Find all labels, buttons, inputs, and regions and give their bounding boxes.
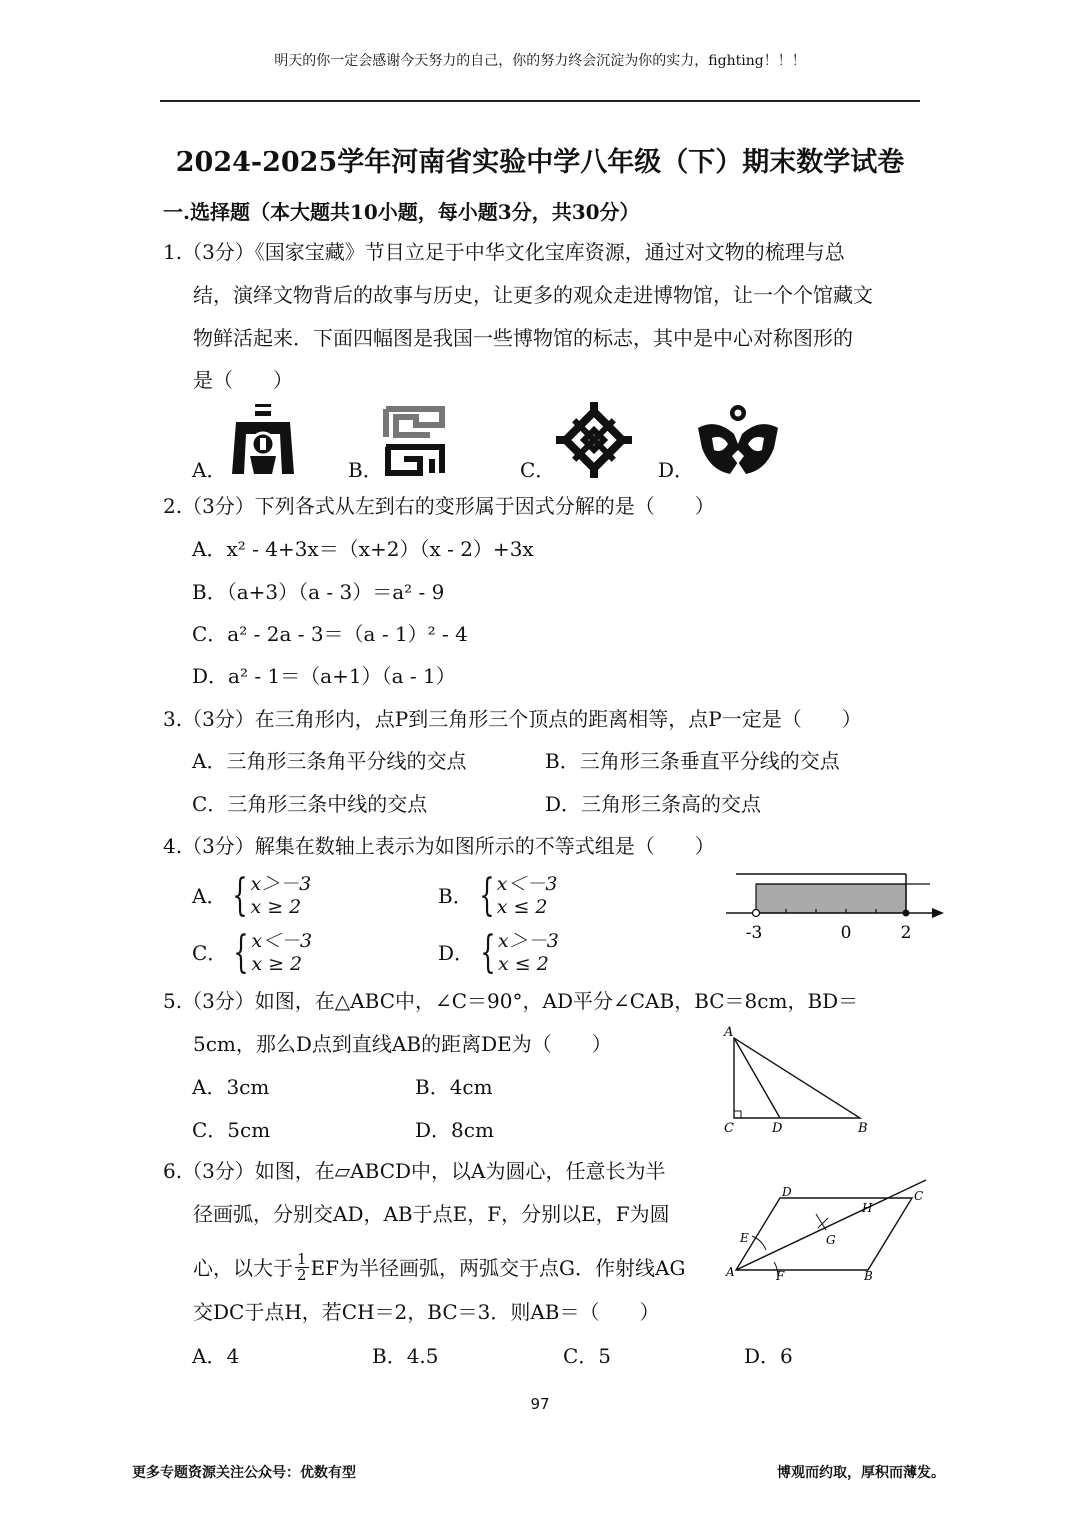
q4-c-ineq-1: x＜－3 <box>251 930 313 952</box>
q1-line-1: 1.（3分）《国家宝藏》节目立足于中华文化宝库资源，通过对文物的梳理与总 <box>163 240 845 264</box>
q4-stem: 4.（3分）解集在数轴上表示为如图所示的不等式组是（ ） <box>163 834 715 858</box>
vertex-d: D <box>772 1121 783 1136</box>
arrow-icon <box>932 908 944 918</box>
bisector-ad <box>734 1038 780 1118</box>
q6-line-3-start: 心，以大于 <box>193 1255 293 1280</box>
parallelogram-abcd <box>736 1198 912 1270</box>
point-g: G <box>826 1233 836 1247</box>
q4-option-d <box>438 927 559 978</box>
q5-option-d: D．8cm <box>415 1118 494 1142</box>
q1-label-a: A． <box>192 458 227 482</box>
q3-option-b: B．三角形三条垂直平分线的交点 <box>545 749 840 773</box>
q4-number-line <box>722 868 952 944</box>
q1-label-c: C． <box>520 458 556 482</box>
q2-option-d: D．a² - 1＝（a+1）（a - 1） <box>192 664 456 688</box>
fraction-half <box>295 1252 309 1283</box>
exam-title: 2024-2025学年河南省实验中学八年级（下）期末数学试卷 <box>175 147 905 178</box>
q5-line-2: 5cm，那么D点到直线AB的距离DE为（ ） <box>193 1032 612 1056</box>
q3-option-a: A．三角形三条角平分线的交点 <box>192 749 467 773</box>
q3-option-c: C．三角形三条中线的交点 <box>192 792 428 816</box>
point-h: H <box>862 1201 873 1215</box>
brace-icon: { <box>233 927 250 978</box>
q6-option-d: D．6 <box>744 1344 793 1368</box>
q4-a-ineq-1: x＞－3 <box>250 873 312 895</box>
q5-triangle-figure <box>718 1022 878 1138</box>
q5-option-a: A．3cm <box>192 1075 270 1099</box>
museum-logo-b <box>382 405 448 477</box>
page-number: 97 <box>530 1395 550 1413</box>
q4-option-c-label: C． <box>192 941 228 965</box>
vertex-b: B <box>864 1269 873 1283</box>
ray-ag <box>736 1180 926 1270</box>
q4-c-ineq-2: x ≥ 2 <box>251 953 303 975</box>
q2-option-b: B．（a+3）（a - 3）＝a² - 9 <box>192 580 445 604</box>
vertex-a: A <box>724 1025 734 1040</box>
q5-option-c: C．5cm <box>192 1118 271 1142</box>
q4-option-a <box>192 870 312 921</box>
frac-denominator: 2 <box>297 1266 307 1284</box>
tick-label-2: 2 <box>900 923 912 943</box>
brace-icon: { <box>232 870 249 921</box>
footer-right: 博观而约取，厚积而薄发。 <box>777 1465 945 1481</box>
q1-line-2: 结，演绎文物背后的故事与历史，让更多的观众走进博物馆，让一个个馆藏文 <box>193 283 873 307</box>
museum-logo-c <box>556 402 632 478</box>
frac-numerator: 1 <box>297 1250 307 1268</box>
brace-icon: { <box>480 927 496 978</box>
museum-logo-d <box>696 404 780 476</box>
q4-d-ineq-2: x ≤ 2 <box>498 953 549 975</box>
q3-option-d: D．三角形三条高的交点 <box>545 792 762 816</box>
q6-line-3 <box>193 1252 685 1283</box>
header-motto: 明天的你一定会感谢今天努力的自己，你的努力终会沉淀为你的实力，fighting！！！ <box>274 53 806 69</box>
q4-b-ineq-1: x＜－3 <box>496 873 558 895</box>
triangle-abc <box>734 1038 860 1118</box>
vertex-c: C <box>914 1189 924 1203</box>
q4-a-ineq-2: x ≥ 2 <box>250 896 302 918</box>
q1-line-4: 是（ ） <box>193 368 293 392</box>
q6-option-b: B．4.5 <box>372 1344 439 1368</box>
q6-line-4: 交DC于点H，若CH＝2，BC＝3．则AB＝（ ） <box>193 1300 660 1324</box>
footer-left: 更多专题资源关注公众号：优数有型 <box>132 1465 356 1481</box>
point-e: E <box>740 1231 749 1245</box>
vertex-c: C <box>724 1121 734 1136</box>
closed-point <box>903 910 910 917</box>
header-divider <box>160 100 920 102</box>
vertex-a: A <box>726 1265 735 1279</box>
tick-label-0: 0 <box>840 923 852 943</box>
q6-line-1: 6.（3分）如图，在▱ABCD中，以A为圆心，任意长为半 <box>163 1159 666 1183</box>
q4-option-b <box>438 870 558 921</box>
q6-line-2: 径画弧，分别交AD，AB于点E，F，分别以E，F为圆 <box>193 1202 670 1226</box>
q4-option-a-label: A． <box>192 884 227 908</box>
q4-b-ineq-2: x ≤ 2 <box>496 896 548 918</box>
q2-stem: 2.（3分）下列各式从左到右的变形属于因式分解的是（ ） <box>163 494 715 518</box>
brace-icon: { <box>479 870 495 921</box>
open-point <box>753 910 760 917</box>
q6-line-3-end: EF为半径画弧，两弧交于点G．作射线AG <box>310 1255 686 1280</box>
q6-option-a: A．4 <box>192 1344 240 1368</box>
q4-option-d-label: D． <box>438 941 475 965</box>
q1-label-d: D． <box>658 458 695 482</box>
q2-option-c: C．a² - 2a - 3＝（a - 1）² - 4 <box>192 622 468 646</box>
tick-label-neg3: -3 <box>745 923 763 943</box>
vertex-b: B <box>858 1121 868 1136</box>
q5-option-b: B．4cm <box>415 1075 493 1099</box>
q4-option-b-label: B． <box>438 884 473 908</box>
q1-line-3: 物鲜活起来．下面四幅图是我国一些博物馆的标志，其中是中心对称图形的 <box>193 326 853 350</box>
q3-stem: 3.（3分）在三角形内，点P到三角形三个顶点的距离相等，点P一定是（ ） <box>163 707 862 731</box>
point-f: F <box>776 1269 785 1283</box>
q6-option-c: C．5 <box>563 1344 612 1368</box>
q5-line-1: 5.（3分）如图，在△ABC中，∠C＝90°，AD平分∠CAB，BC＝8cm，BD＝ <box>163 989 859 1013</box>
q4-d-ineq-1: x＞－3 <box>498 930 559 952</box>
museum-logo-a <box>228 404 298 476</box>
q4-option-c <box>192 927 313 978</box>
vertex-d: D <box>782 1185 792 1199</box>
q6-parallelogram-figure <box>722 1176 934 1286</box>
q1-label-b: B． <box>348 458 383 482</box>
section-heading: 一.选择题（本大题共10小题，每小题3分，共30分） <box>163 200 640 224</box>
q2-option-a: A．x² - 4+3x＝（x+2）（x - 2）+3x <box>192 537 534 561</box>
